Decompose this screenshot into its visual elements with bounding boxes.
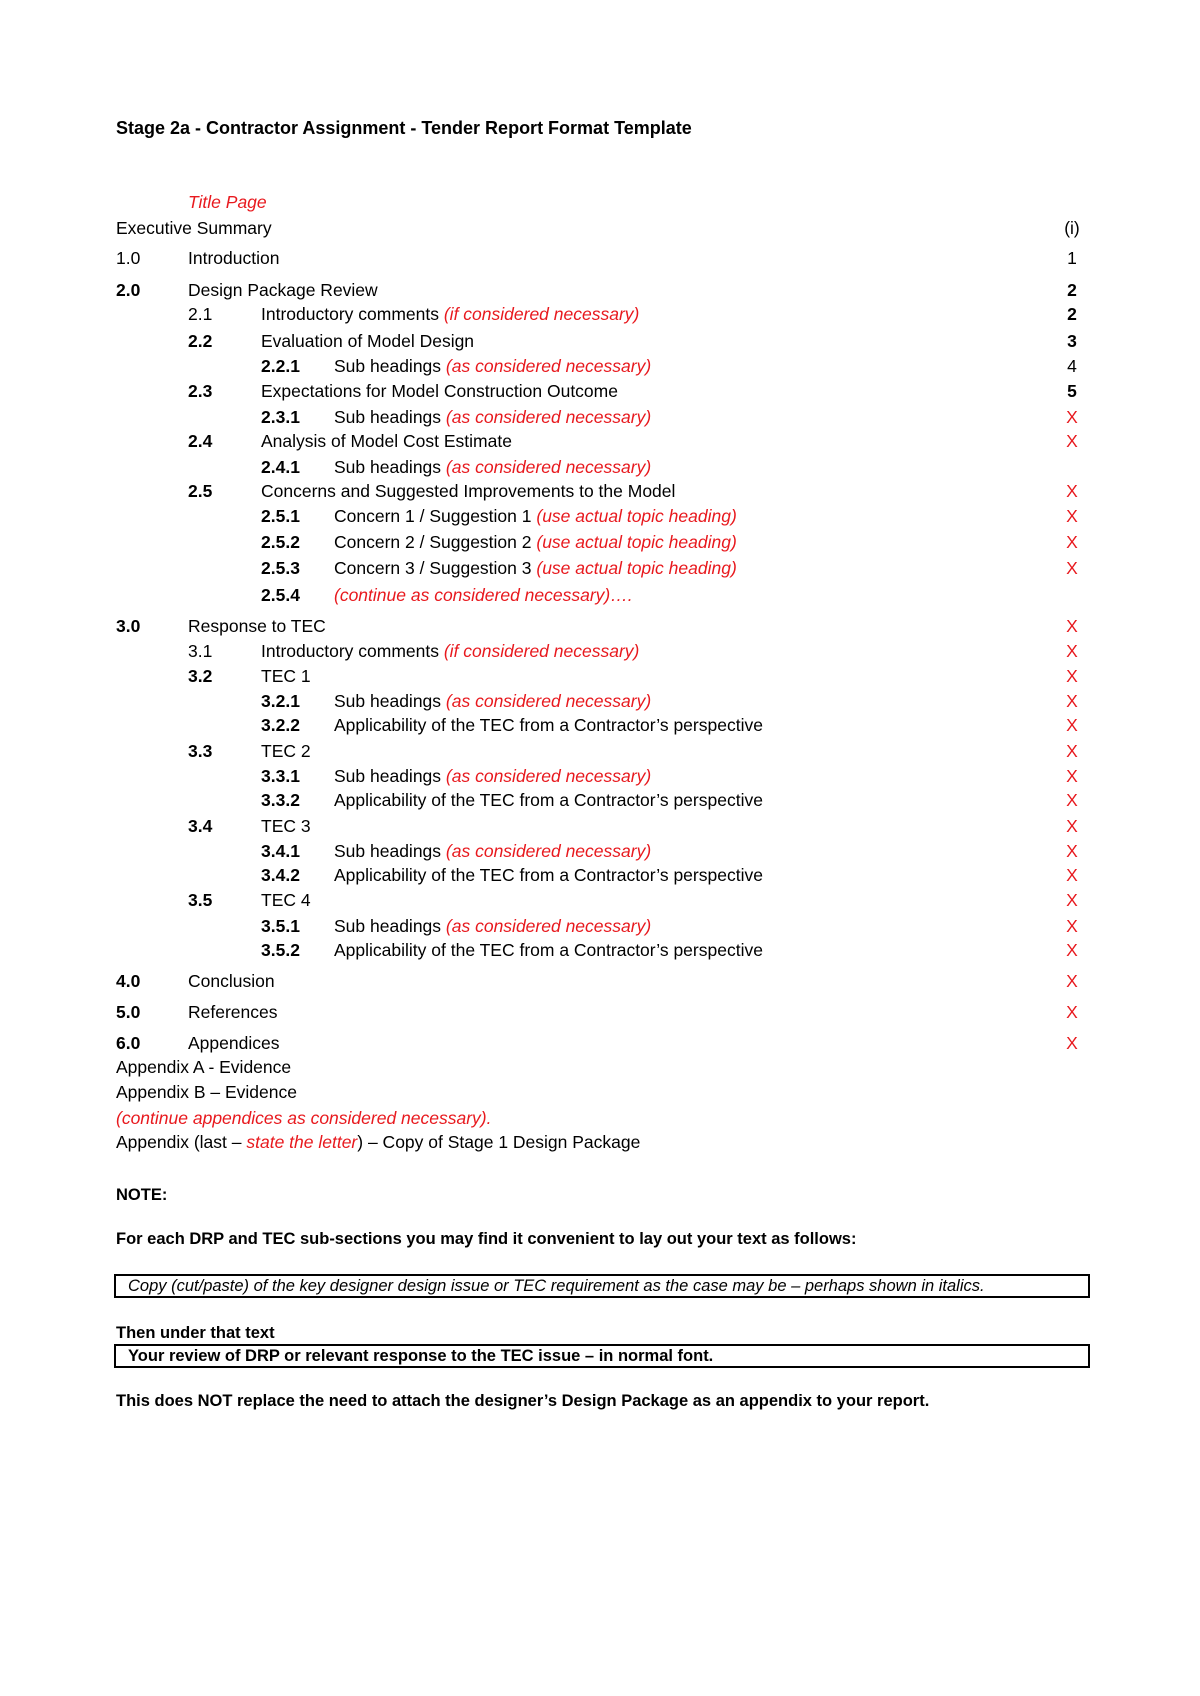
toc-text-wrap [334,504,737,528]
toc-text: Sub headings [334,916,442,936]
toc-page-number: X [1066,766,1078,786]
toc-text-wrap [334,405,651,429]
toc-row-2-2-1 [0,354,1200,378]
toc-number: 2.5.2 [261,532,300,552]
toc-text: Introduction [188,248,280,268]
toc-number: 2.5.1 [261,506,300,526]
toc-row-3-2-1 [0,689,1200,713]
toc-note: (as considered necessary) [445,356,652,376]
toc-text: Sub headings [334,691,442,711]
toc-text: Expectations for Model Construction Outcome [261,381,618,401]
toc-number: 3.4 [188,816,213,836]
toc-row-3-0 [0,614,1200,638]
toc-row-6-0 [0,1031,1200,1055]
note-intro: For each DRP and TEC sub-sections you may find it convenient to lay out your text as follows: [116,1230,857,1248]
toc-note: (use actual topic heading) [536,506,737,526]
toc-page-number: 5 [1067,381,1077,401]
toc-text-wrap [261,639,639,663]
toc-page-number: X [1066,506,1078,526]
toc-page-number: X [1066,865,1078,885]
appendix-last-prefix: Appendix (last – [116,1132,247,1152]
toc-text: TEC 3 [261,816,311,836]
toc-text: TEC 2 [261,741,311,761]
toc-text-wrap [261,302,639,326]
toc-page-number: X [1066,971,1078,991]
toc-text: TEC 1 [261,666,311,686]
toc-text-wrap [334,455,651,479]
toc-note: (as considered necessary) [445,841,652,861]
toc-row-3-5 [0,888,1200,912]
toc-number: 3.1 [188,641,213,661]
toc-row-3-2-2 [0,713,1200,737]
toc-number: 5.0 [116,1002,141,1022]
note-closing: This does NOT replace the need to attach the designer’s Design Package as an appendix to your report. [116,1392,930,1410]
toc-text: TEC 4 [261,890,311,910]
toc-number: 3.5.2 [261,940,300,960]
toc-text: Sub headings [334,766,442,786]
toc-number: 3.5.1 [261,916,300,936]
toc-page-number: X [1066,431,1078,451]
toc-number: 2.0 [116,280,141,300]
toc-text: Appendices [188,1033,280,1053]
toc-number: 3.5 [188,890,213,910]
toc-row-1-0 [0,246,1200,270]
example-box-italic: Copy (cut/paste) of the key designer design issue or TEC requirement as the case may be – perhaps shown in italics. [114,1274,1090,1298]
toc-page-number: X [1066,532,1078,552]
toc-note: (as considered necessary) [445,407,652,427]
note-then: Then under that text [116,1324,275,1342]
toc-page-number: X [1066,691,1078,711]
toc-text: Sub headings [334,457,442,477]
appendix-b: Appendix B – Evidence [116,1082,297,1102]
toc-text: Applicability of the TEC from a Contractor’s perspective [334,940,763,960]
toc-number: 4.0 [116,971,141,991]
toc-row-3-4-2 [0,863,1200,887]
toc-row-3-2 [0,664,1200,688]
toc-number: 3.4.1 [261,841,300,861]
appendix-last-suffix: ) – Copy of Stage 1 Design Package [357,1132,641,1152]
toc-page-number: 4 [1067,356,1077,376]
toc-text: Introductory comments [261,641,439,661]
toc-page-number: (i) [1064,218,1080,238]
appendix-a: Appendix A - Evidence [116,1057,292,1077]
toc-text-wrap [334,530,737,554]
toc-page-number: X [1066,666,1078,686]
appendix-last [116,1130,640,1154]
toc-row-2-5 [0,479,1200,503]
toc-text-wrap [334,556,737,580]
toc-row-2-0 [0,278,1200,302]
toc-note: (as considered necessary) [445,916,652,936]
toc-row-executive-summary [0,216,1200,240]
toc-note: (as considered necessary) [445,457,652,477]
document-title: Stage 2a - Contractor Assignment - Tender Report Format Template [116,118,692,138]
toc-number: 2.3.1 [261,407,300,427]
toc-note: (as considered necessary) [445,691,652,711]
toc-row-2-2 [0,329,1200,353]
toc-page-number: X [1066,816,1078,836]
toc-row-3-3-2 [0,788,1200,812]
toc-number: 2.4 [188,431,213,451]
toc-text-wrap [334,839,651,863]
toc-number: 3.3.1 [261,766,300,786]
toc-row-3-5-2 [0,938,1200,962]
toc-text: Evaluation of Model Design [261,331,475,351]
toc-text: Concern 2 / Suggestion 2 [334,532,532,552]
toc-number: 3.4.2 [261,865,300,885]
toc-row-2-3 [0,379,1200,403]
toc-note: (if considered necessary) [443,304,640,324]
toc-text: Response to TEC [188,616,326,636]
toc-number: 2.4.1 [261,457,300,477]
toc-number: 3.3 [188,741,213,761]
toc-note: (as considered necessary) [445,766,652,786]
example-box-normal: Your review of DRP or relevant response to the TEC issue – in normal font. [114,1344,1090,1368]
toc-page-number: X [1066,741,1078,761]
toc-page-number: 2 [1067,304,1077,324]
toc-page-number: X [1066,890,1078,910]
toc-number: 3.0 [116,616,141,636]
toc-text: Analysis of Model Cost Estimate [261,431,512,451]
toc-text: Sub headings [334,407,442,427]
toc-number: 3.2.1 [261,691,300,711]
toc-page-number: 1 [1067,248,1077,268]
toc-text: Conclusion [188,971,275,991]
toc-text: Design Package Review [188,280,378,300]
toc-page-number: X [1066,616,1078,636]
toc-number: 2.1 [188,304,213,324]
toc-page-number: X [1066,940,1078,960]
toc-number: 2.2 [188,331,213,351]
toc-row-5-0 [0,1000,1200,1024]
toc-page-number: X [1066,790,1078,810]
toc-text: References [188,1002,278,1022]
toc-number: 2.2.1 [261,356,300,376]
title-page-label: Title Page [188,192,267,212]
toc-page-number: X [1066,916,1078,936]
toc-row-2-5-4 [0,583,1200,607]
title-page-row [0,190,1200,214]
toc-note: (continue as considered necessary)…. [334,585,633,605]
toc-row-4-0 [0,969,1200,993]
note-heading: NOTE: [116,1186,168,1204]
toc-text: Introductory comments [261,304,439,324]
toc-text: Concerns and Suggested Improvements to the Model [261,481,676,501]
toc-page-number: X [1066,407,1078,427]
toc-number: 2.5.4 [261,585,300,605]
toc-row-2-5-3 [0,556,1200,580]
toc-row-2-4 [0,429,1200,453]
toc-text-wrap [334,914,651,938]
toc-text: Executive Summary [116,218,272,238]
toc-note: (use actual topic heading) [536,558,737,578]
appendix-continue-note: (continue appendices as considered necessary). [116,1108,492,1128]
toc-number: 2.3 [188,381,213,401]
toc-row-3-1 [0,639,1200,663]
toc-text: Concern 3 / Suggestion 3 [334,558,532,578]
appendix-last-note: state the letter [246,1132,358,1152]
toc-text: Applicability of the TEC from a Contractor’s perspective [334,790,763,810]
toc-page-number: 2 [1067,280,1077,300]
toc-page-number: X [1066,841,1078,861]
toc-row-2-4-1 [0,455,1200,479]
toc-row-3-3 [0,739,1200,763]
toc-row-3-4 [0,814,1200,838]
toc-text-wrap [334,764,651,788]
toc-number: 1.0 [116,248,141,268]
toc-number: 6.0 [116,1033,141,1053]
toc-text: Concern 1 / Suggestion 1 [334,506,532,526]
toc-number: 3.2.2 [261,715,300,735]
toc-row-3-4-1 [0,839,1200,863]
toc-text: Applicability of the TEC from a Contractor’s perspective [334,865,763,885]
toc-note: (use actual topic heading) [536,532,737,552]
toc-text: Applicability of the TEC from a Contractor’s perspective [334,715,763,735]
toc-page-number: X [1066,1002,1078,1022]
toc-row-2-5-2 [0,530,1200,554]
toc-page-number: X [1066,481,1078,501]
toc-number: 2.5 [188,481,213,501]
toc-number: 3.3.2 [261,790,300,810]
toc-text-wrap [334,689,651,713]
toc-page-number: X [1066,1033,1078,1053]
toc-text: Sub headings [334,841,442,861]
toc-number: 2.5.3 [261,558,300,578]
toc-number: 3.2 [188,666,213,686]
toc-page-number: X [1066,641,1078,661]
toc-row-2-5-1 [0,504,1200,528]
toc-row-3-5-1 [0,914,1200,938]
toc-page-number: X [1066,715,1078,735]
toc-row-2-3-1 [0,405,1200,429]
toc-text: Sub headings [334,356,442,376]
toc-page-number: X [1066,558,1078,578]
toc-text-wrap [334,354,651,378]
toc-row-2-1 [0,302,1200,326]
toc-row-3-3-1 [0,764,1200,788]
toc-page-number: 3 [1067,331,1077,351]
toc-note: (if considered necessary) [443,641,640,661]
